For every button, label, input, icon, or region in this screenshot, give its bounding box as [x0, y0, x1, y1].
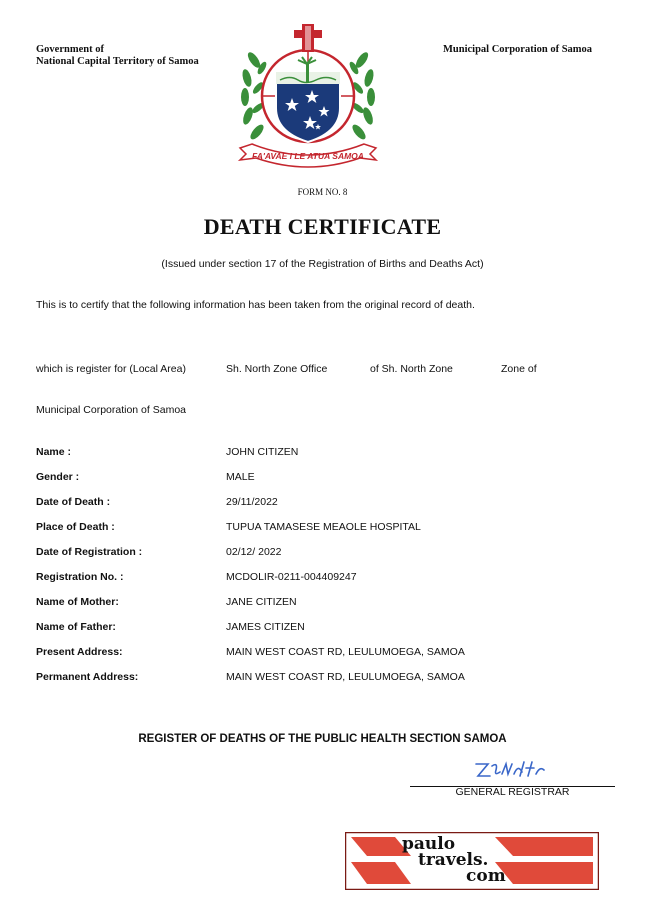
- certification-statement: This is to certify that the following information has been taken from the original record of death.: [36, 299, 475, 311]
- field-value-place-of-death: TUPUA TAMASESE MEAOLE HOSPITAL: [226, 521, 421, 533]
- issuing-government: [36, 44, 199, 68]
- motto-text: FA'AVAE I LE ATUA SAMOA: [252, 151, 364, 161]
- field-value-present-address: MAIN WEST COAST RD, LEULUMOEGA, SAMOA: [226, 646, 465, 658]
- field-label-date-of-death: Date of Death :: [36, 496, 111, 508]
- register-of-deaths-heading: REGISTER OF DEATHS OF THE PUBLIC HEALTH SECTION SAMOA: [138, 733, 507, 745]
- field-label-place-of-death: Place of Death :: [36, 521, 115, 533]
- field-value-gender: MALE: [226, 471, 255, 483]
- field-value-father: JAMES CITIZEN: [226, 621, 305, 633]
- watermark-line-2: travels.: [418, 850, 489, 870]
- gov-line-1: Government of: [36, 44, 104, 55]
- issued-under-note: (Issued under section 17 of the Registration of Births and Deaths Act): [161, 258, 484, 270]
- field-label-date-of-registration: Date of Registration :: [36, 546, 143, 558]
- field-label-father: Name of Father:: [36, 621, 116, 633]
- field-label-present-address: Present Address:: [36, 646, 123, 658]
- local-area-prefix: which is register for (Local Area): [36, 363, 186, 375]
- field-label-permanent-address: Permanent Address:: [36, 671, 139, 683]
- local-area-corporation: Municipal Corporation of Samoa: [36, 404, 186, 416]
- form-number: FORM NO. 8: [297, 187, 348, 197]
- certificate-title: DEATH CERTIFICATE: [203, 214, 442, 239]
- field-value-date-of-death: 29/11/2022: [226, 496, 278, 508]
- municipal-corporation: Municipal Corporation of Samoa: [443, 44, 593, 55]
- field-label-mother: Name of Mother:: [36, 596, 119, 608]
- field-value-registration-no: MCDOLIR-0211-004409247: [226, 571, 357, 583]
- field-value-mother: JANE CITIZEN: [226, 596, 297, 608]
- field-label-name: Name :: [36, 446, 72, 458]
- general-registrar-label: GENERAL REGISTRAR: [455, 786, 570, 798]
- registrar-signature-icon: [470, 758, 550, 780]
- field-value-permanent-address: MAIN WEST COAST RD, LEULUMOEGA, SAMOA: [226, 671, 465, 683]
- local-area-zone-of: Zone of: [501, 363, 537, 375]
- watermark-text: [400, 836, 540, 884]
- watermark-line-1: paulo: [402, 834, 456, 854]
- local-area-zone: of Sh. North Zone: [370, 363, 453, 375]
- samoa-coat-of-arms-emblem: [232, 20, 384, 170]
- local-area-office: Sh. North Zone Office: [226, 363, 328, 375]
- field-label-gender: Gender :: [36, 471, 80, 483]
- field-value-date-of-registration: 02/12/ 2022: [226, 546, 282, 558]
- field-label-registration-no: Registration No. :: [36, 571, 124, 583]
- watermark-line-3: com: [466, 866, 506, 886]
- field-value-name: JOHN CITIZEN: [226, 446, 299, 458]
- gov-line-2: National Capital Territory of Samoa: [36, 56, 199, 67]
- cross-icon: [294, 24, 322, 52]
